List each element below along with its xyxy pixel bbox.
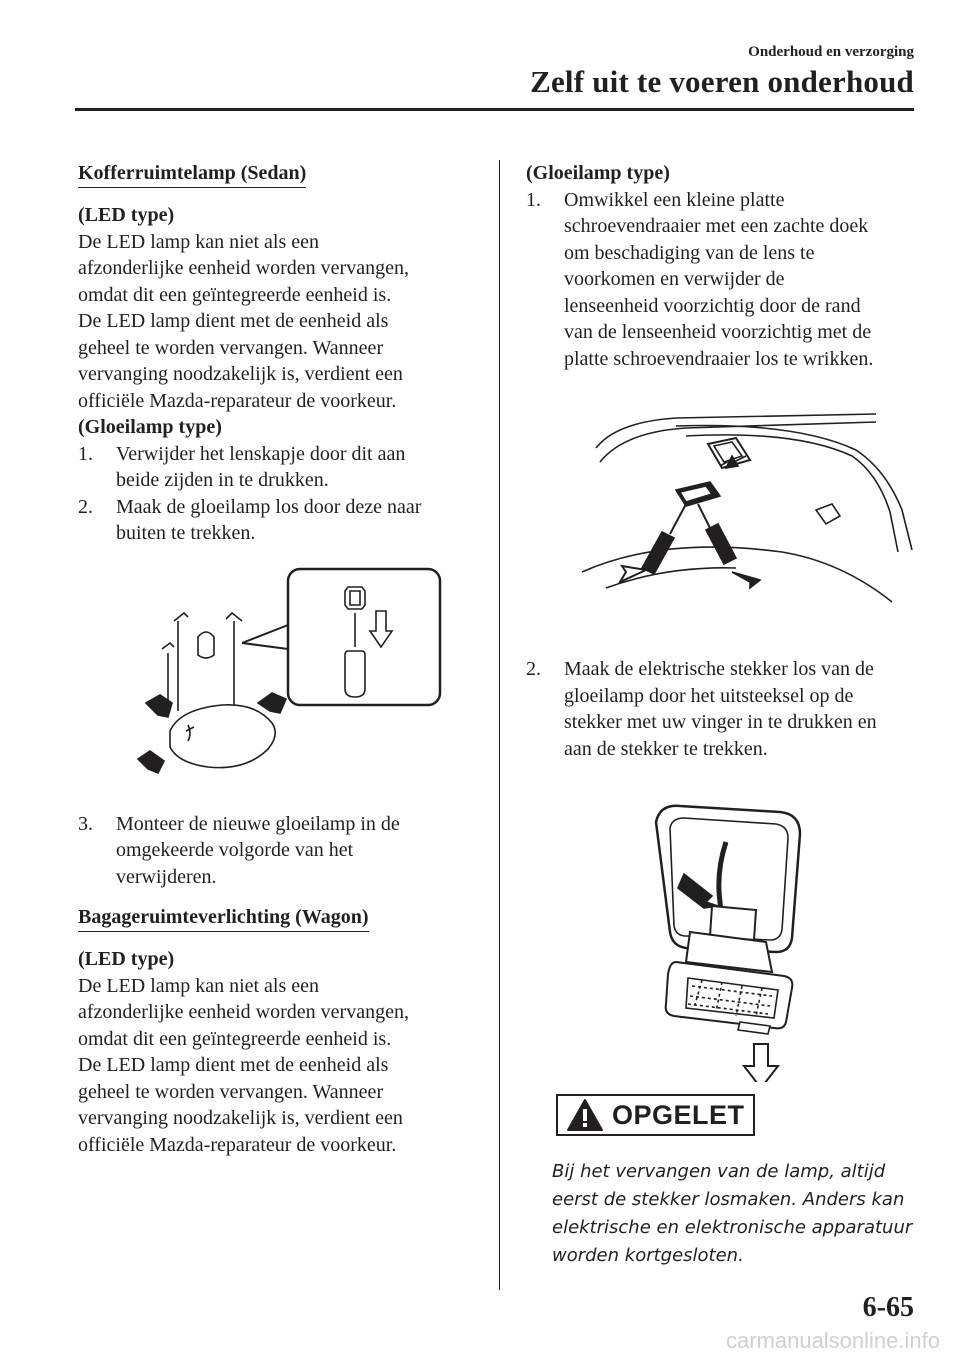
text-line: officiële Mazda-reparateur de voorkeur. (78, 1133, 397, 1156)
text-line: afzonderlijke eenheid worden vervangen, (78, 1001, 409, 1023)
text-line: omdat dit een geïntegreerde eenheid is. (78, 283, 392, 306)
text-line: voorkomen en verwijder de (564, 268, 785, 290)
text-line: buiten te trekken. (116, 522, 256, 544)
watermark: carmanualsonline.info (725, 1328, 940, 1353)
step-number: 2. (78, 495, 93, 518)
header-subtitle: Onderhoud en verzorging (748, 44, 914, 60)
step-number: 2. (526, 658, 541, 680)
step-1-right (526, 187, 926, 373)
text-line: De LED lamp dient met de eenheid als (78, 310, 389, 332)
text-line: Verwijder het lenskapje door dit aan (116, 442, 406, 465)
warning-box (556, 1094, 755, 1136)
text-line: Maak de gloeilamp los door deze naar (116, 495, 422, 518)
text-line: van de lenseenheid voorzichtig met de (564, 321, 872, 343)
sedan-lamp-illustration (78, 561, 478, 805)
subheading-bulb-right: (Gloeilamp type) (526, 162, 670, 184)
wagon-lens-pry-illustration (526, 392, 926, 628)
text-line: Bij het vervangen van de lamp, altijd (552, 1160, 886, 1182)
text-line: worden kortgesloten. (552, 1244, 744, 1266)
text-line: eerst de stekker losmaken. Anders kan (552, 1188, 905, 1210)
subheading-led: (LED type) (78, 204, 175, 226)
text-line: officiële Mazda-reparateur de voorkeur. (78, 389, 397, 412)
figure-sedan-lamp (78, 561, 478, 805)
page-number: 6-65 (862, 1292, 914, 1323)
page-title: Zelf uit te voeren onderhoud (530, 64, 914, 99)
text-line: De LED lamp kan niet als een (78, 974, 320, 997)
text-line: aan de stekker te trekken. (564, 737, 768, 760)
text-line: stekker met uw vinger in te drukken en (564, 711, 877, 733)
section-heading-wagon: Bagageruimteverlichting (Wagon) (78, 905, 369, 932)
step-number: 1. (526, 188, 541, 211)
step-2 (78, 494, 478, 547)
subheading-bulb: (Gloeilamp type) (78, 416, 222, 438)
text-line: Monteer de nieuwe gloeilamp in de (116, 812, 400, 835)
text-line: vervanging noodzakelijk is, verdient een (78, 363, 403, 385)
section-heading-sedan: Kofferruimtelamp (Sedan) (78, 161, 306, 188)
text-line: geheel te worden vervangen. Wanneer (78, 1080, 384, 1103)
left-column (78, 160, 478, 1158)
text-line: gloeilamp door het uitsteeksel op de (564, 684, 854, 707)
caution-text (552, 1158, 932, 1270)
column-divider (499, 160, 500, 1290)
step-number: 1. (78, 442, 93, 465)
step-3 (78, 811, 478, 891)
text-line: beide zijden in te drukken. (116, 469, 329, 491)
paragraph-led-wagon (78, 973, 478, 1159)
text-line: omdat dit een geïntegreerde eenheid is. (78, 1027, 392, 1050)
figure-wagon-lens (526, 392, 926, 628)
figure-wagon-connector (526, 782, 926, 1082)
text-line: elektrische en elektronische apparatuur (552, 1216, 913, 1238)
text-line: om beschadiging van de lens te (564, 241, 815, 264)
text-line: omgekeerde volgorde van het (116, 839, 354, 861)
text-line: afzonderlijke eenheid worden vervangen, (78, 257, 409, 279)
text-line: Omwikkel een kleine platte (564, 188, 785, 211)
header-rule (75, 108, 914, 111)
text-line: platte schroevendraaier los te wrikken. (564, 347, 874, 370)
text-line: verwijderen. (116, 865, 217, 888)
right-column (526, 160, 926, 1270)
text-line: De LED lamp kan niet als een (78, 230, 320, 253)
text-line: De LED lamp dient met de eenheid als (78, 1054, 389, 1076)
wagon-connector-illustration (526, 782, 926, 1082)
text-line: schroevendraaier met een zachte doek (564, 215, 869, 237)
text-line: vervanging noodzakelijk is, verdient een (78, 1107, 403, 1129)
text-line: lenseenheid voorzichtig door de rand (564, 294, 861, 317)
subheading-led-wagon: (LED type) (78, 948, 175, 970)
warning-triangle-icon (566, 1098, 604, 1132)
warning-label: OPGELET (612, 1099, 745, 1130)
step-2-right (526, 656, 926, 762)
text-line: geheel te worden vervangen. Wanneer (78, 336, 384, 359)
paragraph-led (78, 229, 478, 415)
text-line: Maak de elektrische stekker los van de (564, 658, 874, 680)
step-1 (78, 441, 478, 494)
step-number: 3. (78, 812, 93, 835)
